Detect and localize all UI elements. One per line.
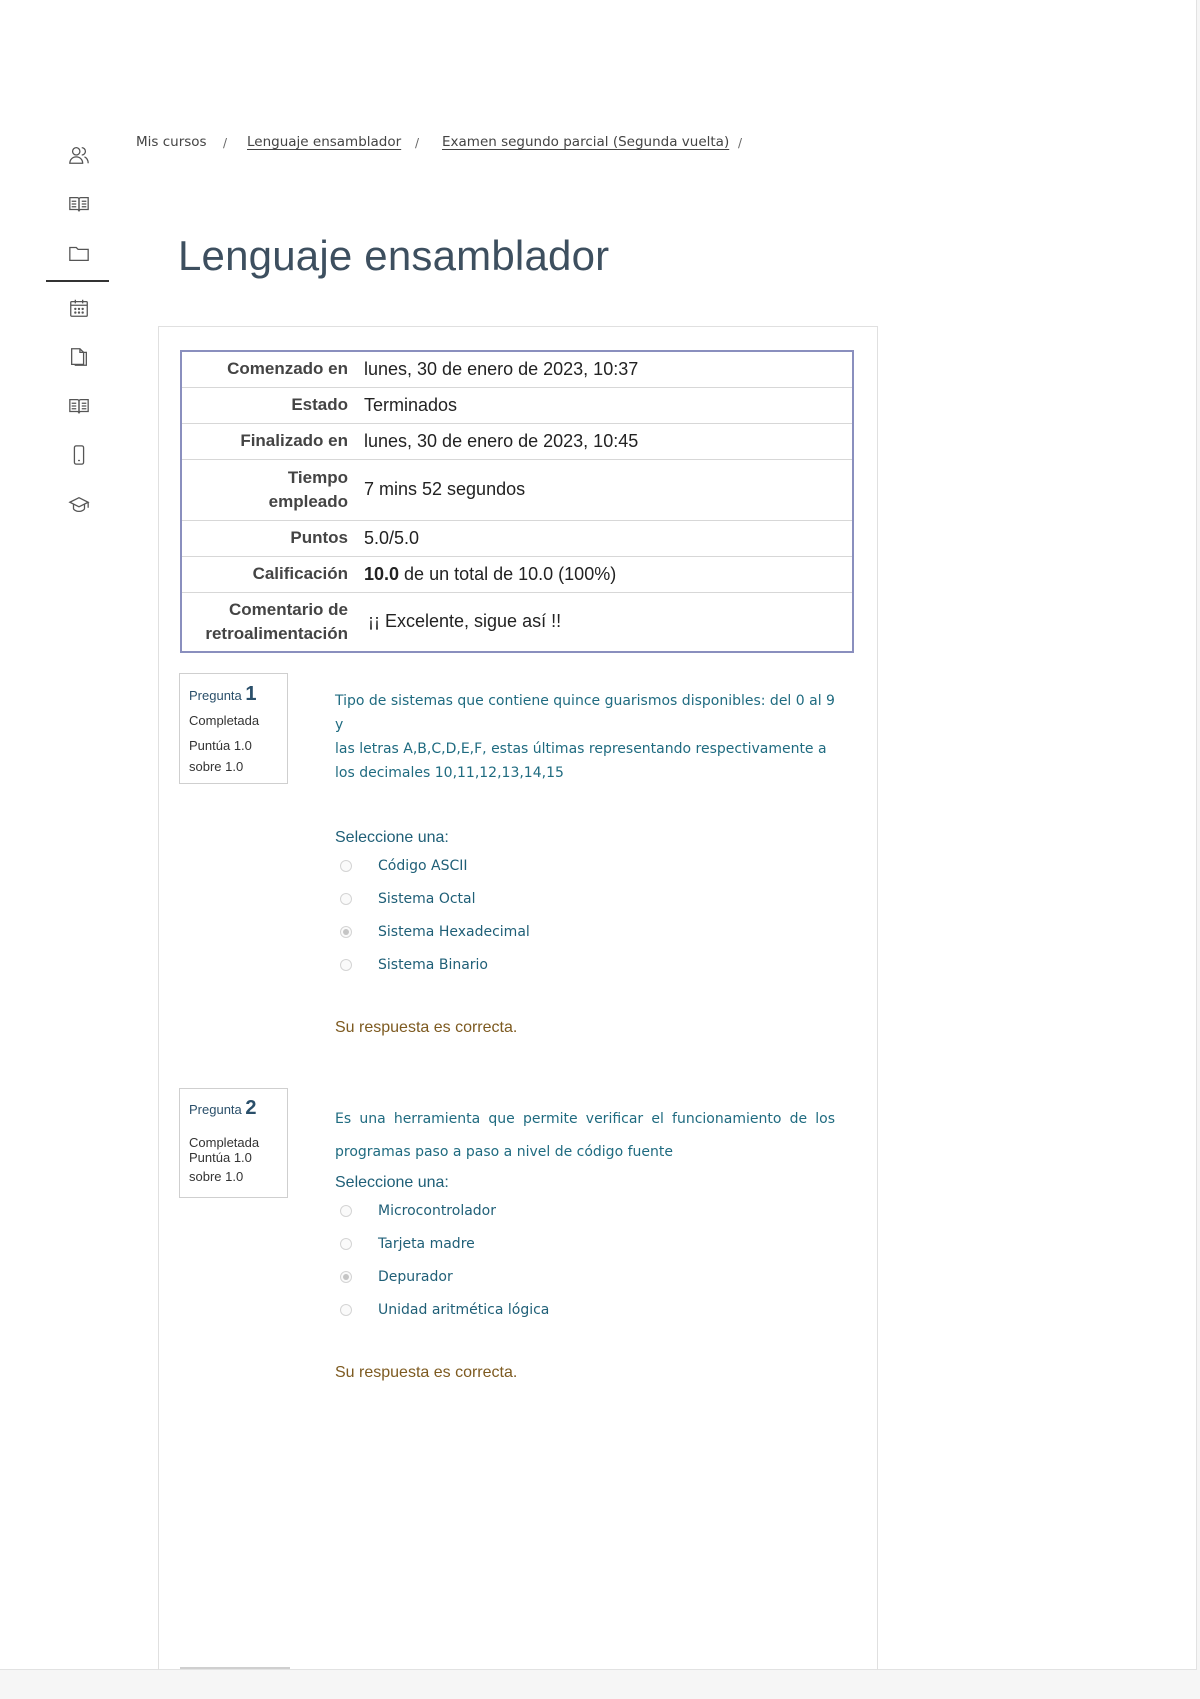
question-score: Puntúa 1.0	[189, 738, 252, 753]
finished-value: lunes, 30 de enero de 2023, 10:45	[360, 423, 853, 459]
question-state: Completada	[189, 713, 260, 728]
question-number	[189, 682, 278, 708]
breadcrumb-exam-link[interactable]: Examen segundo parcial (Segunda vuelta)	[442, 134, 730, 150]
files-icon[interactable]	[66, 344, 92, 370]
radio-button[interactable]	[340, 1238, 352, 1250]
breadcrumb-my-courses[interactable]: Mis cursos	[136, 134, 207, 150]
answer-option-label: Sistema Binario	[378, 957, 488, 973]
answer-option-label: Sistema Octal	[378, 891, 476, 907]
radio-button[interactable]	[340, 1205, 352, 1217]
points-label: Puntos	[181, 520, 360, 556]
question-text-line: los decimales 10,11,12,13,14,15	[335, 765, 564, 781]
question-info-box	[179, 673, 288, 784]
question-text	[335, 689, 835, 785]
question-text-line: Tipo de sistemas que contiene quince guarismos disponibles: del 0 al 9 y	[335, 693, 835, 733]
comment-label-line-1: Comentario de	[228, 599, 348, 619]
comment-value: ¡¡ Excelente, sigue así !!	[360, 592, 853, 652]
question-text-line: programas paso a paso a nivel de código fuente	[335, 1144, 673, 1160]
question-score-max: sobre 1.0	[189, 759, 244, 774]
breadcrumb-separator: /	[738, 136, 743, 150]
finished-label: Finalizado en	[181, 423, 360, 459]
answer-option[interactable]	[340, 889, 476, 909]
answer-feedback: Su respuesta es correcta.	[335, 1364, 518, 1381]
grade-value	[360, 556, 853, 592]
grade-value-rest: de un total de 10.0 (100%)	[399, 563, 617, 584]
calendar-icon[interactable]	[66, 295, 92, 321]
radio-button-checked[interactable]	[340, 926, 352, 938]
question-text	[335, 1103, 835, 1169]
answer-option-label: Código ASCII	[378, 858, 468, 874]
comment-label-line-2: retroalimentación	[205, 623, 348, 643]
question-text-line: las letras A,B,C,D,E,F, estas últimas representando respectivamente a	[335, 741, 827, 757]
grade-label: Calificación	[181, 556, 360, 592]
next-question-box-edge	[180, 1667, 290, 1669]
time-label-line-1: Tiempo	[287, 467, 348, 487]
question-number-value: 1	[245, 683, 257, 705]
page-title: Lenguaje ensamblador	[178, 232, 610, 279]
breadcrumb-course-link[interactable]: Lenguaje ensamblador	[247, 134, 402, 150]
radio-button[interactable]	[340, 1304, 352, 1316]
book-icon[interactable]	[66, 191, 92, 217]
question-text-line: Es una herramienta que permite verificar el funcionamiento de los	[335, 1111, 835, 1127]
select-one-label: Seleccione una:	[335, 1174, 449, 1191]
answer-option[interactable]	[340, 1201, 496, 1221]
spacer	[189, 1123, 278, 1135]
time-label	[181, 459, 360, 520]
radio-button[interactable]	[340, 959, 352, 971]
participants-icon[interactable]	[66, 142, 92, 168]
question-label: Pregunta	[189, 1102, 242, 1117]
answer-option-label: Microcontrolador	[378, 1203, 496, 1219]
state-label: Estado	[181, 387, 360, 423]
attempt-summary-table	[180, 350, 854, 653]
time-label-line-2: empleado	[268, 491, 348, 511]
answer-option-selected[interactable]	[340, 922, 530, 942]
radio-button[interactable]	[340, 860, 352, 872]
answer-option[interactable]	[340, 1234, 475, 1254]
question-score: Puntúa 1.0	[189, 1150, 252, 1165]
graduation-cap-icon[interactable]	[66, 492, 92, 518]
answer-option[interactable]	[340, 955, 488, 975]
started-label: Comenzado en	[227, 359, 348, 379]
comment-label	[181, 592, 360, 652]
points-value: 5.0/5.0	[360, 520, 853, 556]
answer-option-label: Tarjeta madre	[378, 1236, 475, 1252]
answer-option-label: Unidad aritmética lógica	[378, 1302, 550, 1318]
breadcrumb-separator: /	[415, 136, 420, 150]
started-value: lunes, 30 de enero de 2023, 10:37	[364, 358, 639, 379]
select-one-label: Seleccione una:	[335, 829, 449, 846]
answer-option[interactable]	[340, 856, 468, 876]
sidebar-active-indicator	[46, 280, 109, 282]
time-value: 7 mins 52 segundos	[360, 459, 853, 520]
question-label: Pregunta	[189, 688, 242, 703]
question-score-max: sobre 1.0	[189, 1169, 244, 1184]
answer-feedback: Su respuesta es correcta.	[335, 1019, 518, 1036]
answer-option-label: Depurador	[378, 1269, 453, 1285]
folder-icon[interactable]	[66, 240, 92, 266]
grade-value-strong: 10.0	[364, 563, 400, 584]
state-value: Terminados	[360, 387, 853, 423]
radio-button-checked[interactable]	[340, 1271, 352, 1283]
question-number-value: 2	[245, 1097, 257, 1119]
answer-option-selected[interactable]	[340, 1267, 453, 1287]
book-open-icon[interactable]	[66, 393, 92, 419]
question-number	[189, 1095, 278, 1123]
breadcrumb-separator: /	[223, 136, 228, 150]
answer-option-label: Sistema Hexadecimal	[378, 924, 530, 940]
radio-button[interactable]	[340, 893, 352, 905]
question-state: Completada	[189, 1135, 260, 1150]
answer-option[interactable]	[340, 1300, 550, 1320]
question-info-box	[179, 1088, 288, 1198]
mobile-icon[interactable]	[66, 442, 92, 468]
